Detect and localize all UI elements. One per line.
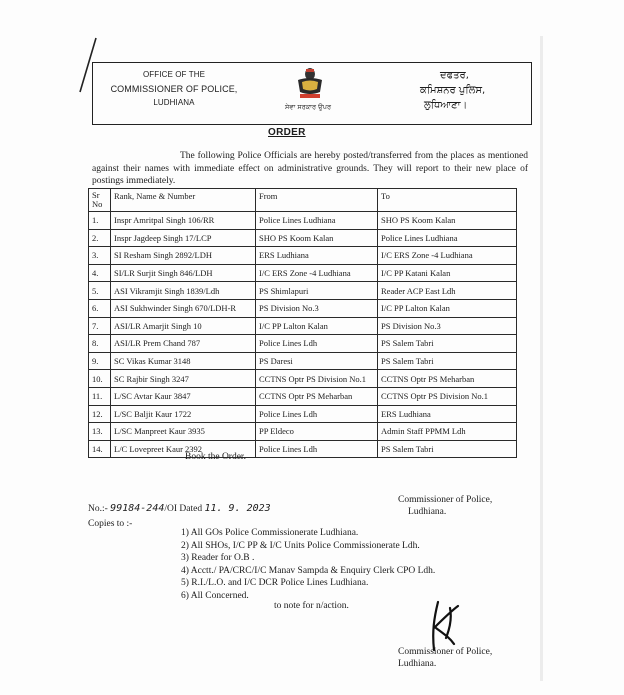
copies-item: 3) Reader for O.B . [181,553,255,564]
cell-to: PS Salem Tabri [378,440,517,458]
table-row [89,212,517,230]
table-row [89,299,517,317]
note-for-action: to note for n/action. [274,601,349,611]
cell-from: I/C PP Lalton Kalan [256,317,378,335]
transfer-table [88,188,517,458]
office-line-2: COMMISSIONER OF POLICE, [110,84,238,94]
cell-to: Reader ACP East Ldh [378,282,517,300]
table-row [89,370,517,388]
table-row [89,405,517,423]
office-line-1: OFFICE OF THE [142,70,206,79]
order-title: ORDER [268,127,306,138]
cell-rank-name: Inspr Amritpal Singh 106/RR [111,212,256,230]
cell-rank-name: SC Vikas Kumar 3148 [111,352,256,370]
copies-item: 4) Acctt./ PA/CRC/I/C Manav Sampda & Enquiry Clerk CPO Ldh. [181,565,436,576]
signature-top-line2: Ludhiana. [408,507,447,517]
col-header-to: To [378,189,517,212]
order-paragraph [92,150,528,188]
cell-srno: 5. [89,282,111,300]
cell-srno: 13. [89,423,111,441]
copies-item: 6) All Concerned. [181,590,249,601]
cell-rank-name: ASI/LR Prem Chand 787 [111,335,256,353]
cell-from: I/C ERS Zone -4 Ludhiana [256,264,378,282]
page-edge-shadow [540,36,543,681]
cell-rank-name: SI/LR Surjit Singh 846/LDH [111,264,256,282]
cell-srno: 11. [89,387,111,405]
cell-srno: 8. [89,335,111,353]
cell-to: CCTNS Optr PS Meharban [378,370,517,388]
cell-to: ERS Ludhiana [378,405,517,423]
cell-from: PS Daresi [256,352,378,370]
book-the-order: Book the Order. [185,452,246,462]
signature-top-line1: Commissioner of Police, [398,495,493,505]
cell-from: PS Shimlapuri [256,282,378,300]
cell-rank-name: L/SC Manpreet Kaur 3935 [111,423,256,441]
table-row [89,387,517,405]
cell-rank-name: ASI Vikramjit Singh 1839/Ldh [111,282,256,300]
cell-srno: 10. [89,370,111,388]
copies-label: Copies to :- [88,519,133,529]
table-row [89,423,517,441]
cell-srno: 2. [89,229,111,247]
police-emblem-icon [290,66,330,102]
cell-srno: 14. [89,440,111,458]
col-header-rank: Rank, Name & Number [111,189,256,212]
cell-from: CCTNS Optr PS Meharban [256,387,378,405]
cell-to: I/C ERS Zone -4 Ludhiana [378,247,517,265]
cell-to: PS Division No.3 [378,317,517,335]
cell-srno: 7. [89,317,111,335]
table-row [89,317,517,335]
dispatch-dated-label: /OI Dated [164,504,203,514]
signature-block-top [398,494,492,518]
cell-rank-name: Inspr Jagdeep Singh 17/LCP [111,229,256,247]
cell-from: PP Eldeco [256,423,378,441]
cell-to: SHO PS Koom Kalan [378,212,517,230]
cell-from: ERS Ludhiana [256,247,378,265]
table-row [89,264,517,282]
cell-from: PS Division No.3 [256,299,378,317]
copies-item: 2) All SHOs, I/C PP & I/C Units Police Commissionerate Ldh. [181,540,420,551]
table-row [89,335,517,353]
punjabi-line-1: ਦਫਤਰ, [440,70,469,81]
cell-rank-name: L/SC Baljit Kaur 1722 [111,405,256,423]
cell-from: Police Lines Ldh [256,405,378,423]
office-line-3: LUDHIANA [153,98,195,107]
letterhead-punjabi [402,68,522,113]
cell-rank-name: SI Resham Singh 2892/LDH [111,247,256,265]
table-row [89,440,517,458]
signature-bottom-line2: Ludhiana. [398,659,437,669]
cell-to: PS Salem Tabri [378,352,517,370]
cell-from: SHO PS Koom Kalan [256,229,378,247]
cell-srno: 12. [89,405,111,423]
emblem-caption: ਸੇਵਾ ਸਰਕਾਰ ਉਪਰ [285,103,331,111]
table-row [89,282,517,300]
table-row [89,247,517,265]
cell-to: I/C PP Lalton Kalan [378,299,517,317]
col-header-from: From [256,189,378,212]
table-header-row [89,189,517,212]
dispatch-number: 99184-244 [110,503,165,514]
dispatch-date: 11. 9. 2023 [204,503,271,514]
cell-rank-name: ASI/LR Amarjit Singh 10 [111,317,256,335]
cell-from: Police Lines Ldh [256,440,378,458]
punjabi-line-2: ਕਮਿਸ਼ਨਰ ਪੁਲਿਸ, [420,85,486,96]
cell-srno: 6. [89,299,111,317]
cell-rank-name: ASI Sukhwinder Singh 670/LDH-R [111,299,256,317]
cell-from: Police Lines Ludhiana [256,212,378,230]
dispatch-prefix: No.:- [88,504,108,514]
cell-to: I/C PP Katani Kalan [378,264,517,282]
cell-from: CCTNS Optr PS Division No.1 [256,370,378,388]
signature-block-bottom [398,646,492,670]
copies-item: 1) All GOs Police Commissionerate Ludhiana. [181,528,359,538]
cell-to: Police Lines Ludhiana [378,229,517,247]
col-header-srno: Sr No [89,189,111,212]
punjabi-line-3: ਲੁਧਿਆਣਾ। [424,100,468,111]
cell-to: PS Salem Tabri [378,335,517,353]
table-row [89,352,517,370]
cell-srno: 9. [89,352,111,370]
cell-srno: 1. [89,212,111,230]
cell-rank-name: SC Rajbir Singh 3247 [111,370,256,388]
table-row [89,229,517,247]
cell-rank-name: L/C Lovepreet Kaur 2392 [111,440,256,458]
cell-srno: 3. [89,247,111,265]
cell-from: Police Lines Ldh [256,335,378,353]
cell-to: Admin Staff PPMM Ldh [378,423,517,441]
copies-list [181,527,435,603]
cell-to: CCTNS Optr PS Division No.1 [378,387,517,405]
copies-item: 5) R.I./L.O. and I/C DCR Police Lines Ludhiana. [181,578,369,589]
dispatch-number-line [88,503,271,514]
letterhead-english [104,68,244,110]
signature-bottom-line1: Commissioner of Police, [398,647,493,657]
order-paragraph-text: The following Police Officials are hereby posted/transferred from the places as mentioned against their names with immediate effect on administrative grounds. They will report to their new place of postings immediately. [92,151,528,186]
cell-srno: 4. [89,264,111,282]
cell-rank-name: L/SC Avtar Kaur 3847 [111,387,256,405]
